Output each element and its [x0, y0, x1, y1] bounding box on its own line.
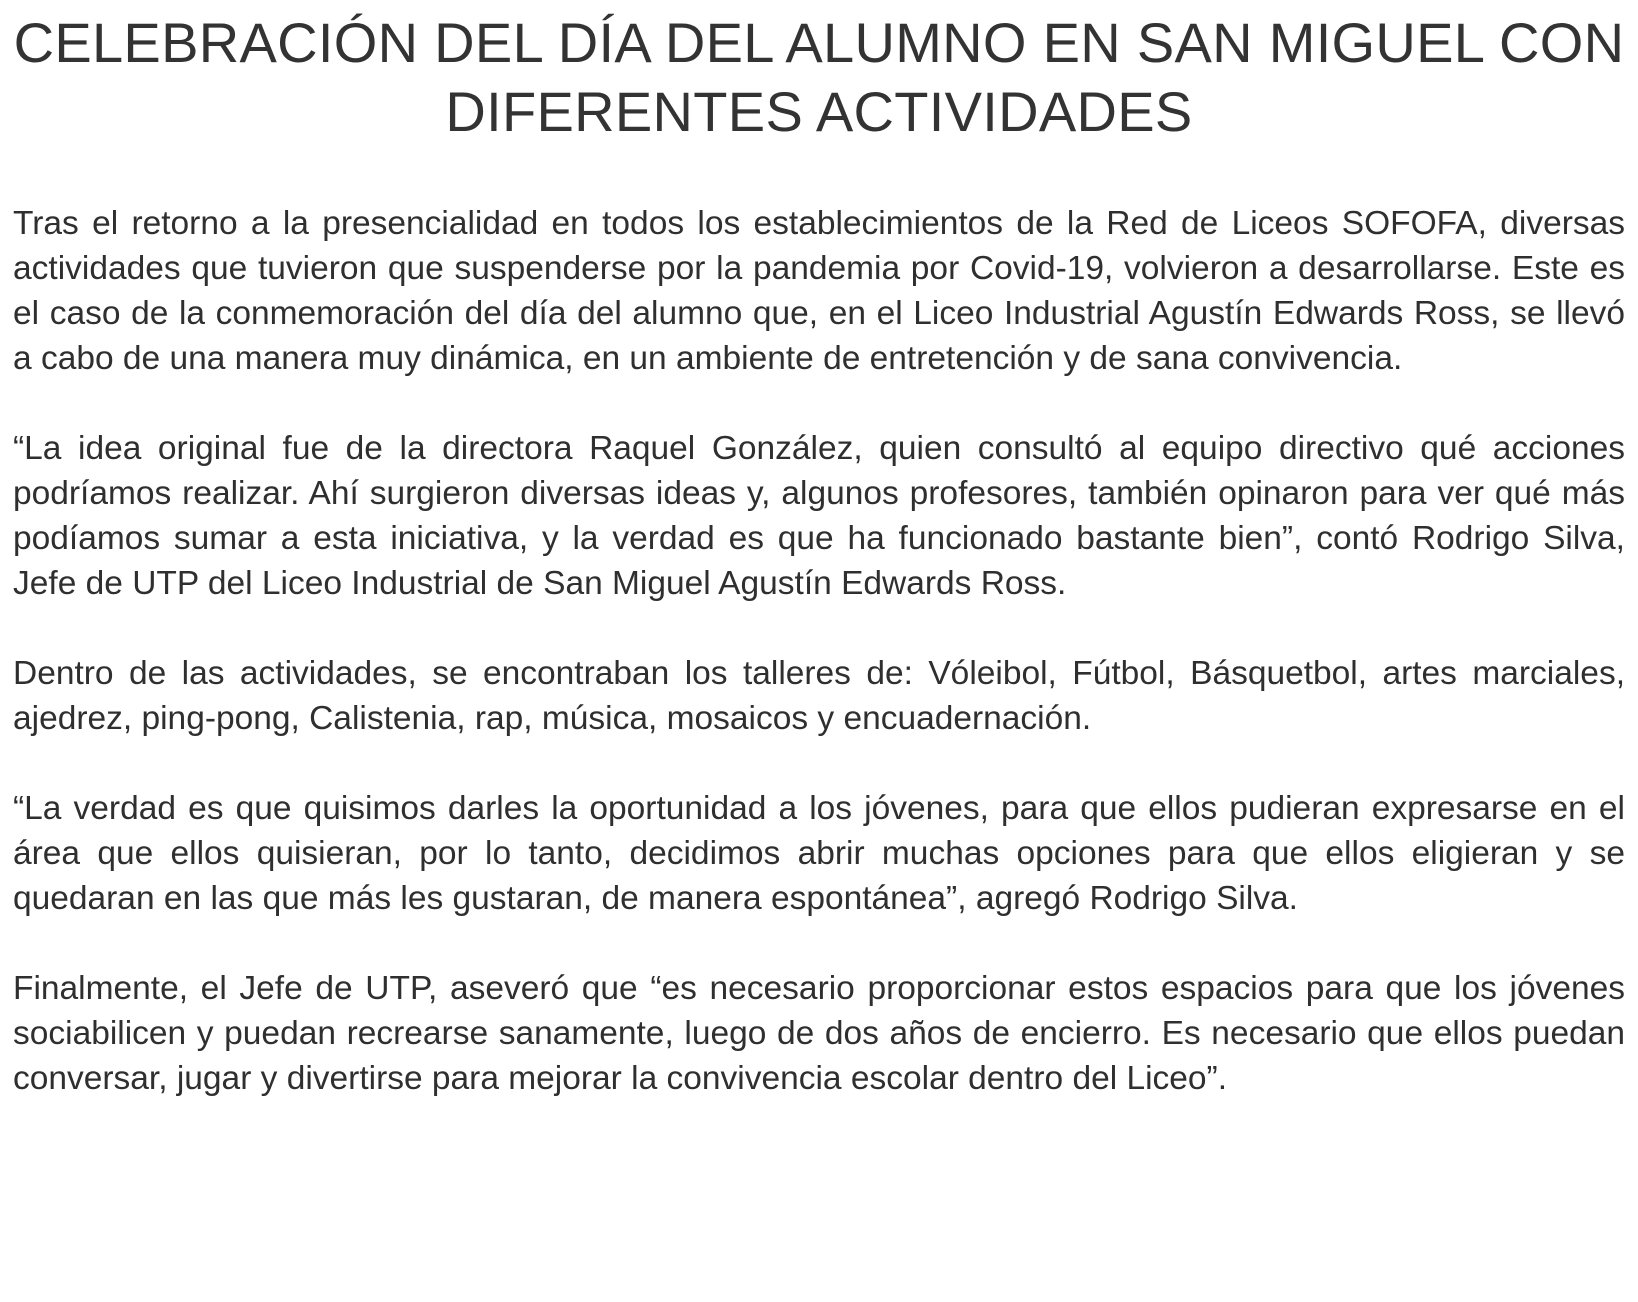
article-paragraph-5: Finalmente, el Jefe de UTP, aseveró que “es necesario proporcionar estos espacios para que los jóvenes sociabilicen y puedan recrearse sanamente, luego de dos años de encierro. Es necesario que ellos puedan conversar, jugar y divertirse para mejorar la convivencia escolar dentro del Liceo”.: [13, 970, 1625, 1097]
article-title: CELEBRACIÓN DEL DÍA DEL ALUMNO EN SAN MIGUEL CON DIFERENTES ACTIVIDADES: [13, 11, 1625, 143]
article-paragraph-2: “La idea original fue de la directora Raquel González, quien consultó al equipo directivo qué acciones podríamos realizar. Ahí surgieron diversas ideas y, algunos profesores, también opinaron para ver qué más podíamos sumar a esta iniciativa, y la verdad es que ha funcionado bastante bien”, contó Rodrigo Silva, Jefe de UTP del Liceo Industrial de San Miguel Agustín Edwards Ross.: [13, 430, 1625, 602]
article-paragraph-1: Tras el retorno a la presencialidad en todos los establecimientos de la Red de Liceos SOFOFA, diversas actividades que tuvieron que suspenderse por la pandemia por Covid-19, volvieron a desarrollarse. Este es el caso de la conmemoración del día del alumno que, en el Liceo Industrial Agustín Edwards Ross, se llevó a cabo de una manera muy dinámica, en un ambiente de entretención y de sana convivencia.: [13, 205, 1625, 377]
article-body: [13, 201, 1625, 1101]
article-paragraph-4: “La verdad es que quisimos darles la oportunidad a los jóvenes, para que ellos pudieran expresarse en el área que ellos quisieran, por lo tanto, decidimos abrir muchas opciones para que ellos eligieran y se quedaran en las que más les gustaran, de manera espontánea”, agregó Rodrigo Silva.: [13, 790, 1625, 917]
article-paragraph-3: Dentro de las actividades, se encontraban los talleres de: Vóleibol, Fútbol, Básquetbol, artes marciales, ajedrez, ping-pong, Calistenia, rap, música, mosaicos y encuadernación.: [13, 655, 1625, 737]
